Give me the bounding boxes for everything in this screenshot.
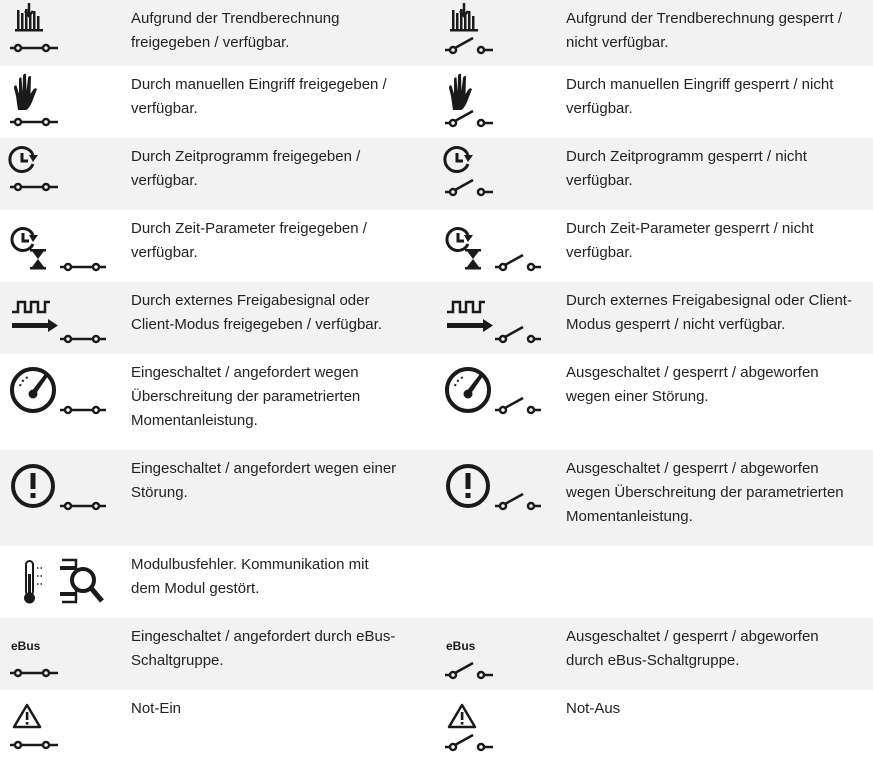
table-cell [0, 66, 435, 138]
table-cell [435, 450, 873, 546]
description-text: Ausgeschaltet / gesperrt / abgeworfen wegen einer Störung. [566, 364, 819, 405]
external-signal-icon [435, 282, 559, 354]
fault-exclamation-icon [435, 450, 559, 522]
table-cell [0, 210, 435, 282]
description-text: Ausgeschaltet / gesperrt / abgeworfen durch eBus-Schaltgruppe. [566, 628, 819, 669]
table-cell [0, 690, 435, 753]
table-cell [435, 354, 873, 450]
description-text: Eingeschaltet / angefordert wegen einer Störung. [131, 460, 397, 501]
table-row [0, 138, 873, 210]
table-row [0, 0, 873, 66]
table-cell [435, 0, 873, 66]
description-text: Not-Aus [566, 700, 621, 717]
table-cell [0, 138, 435, 210]
table-row [0, 354, 873, 450]
table-cell [435, 282, 873, 354]
manual-hand-icon [435, 66, 559, 138]
description-text: Not-Ein [131, 700, 182, 717]
description-text: Eingeschaltet / angefordert wegen Überschreitung der parametrierten Momentanleistung. [131, 364, 361, 429]
table-row [0, 66, 873, 138]
ebus-label: eBus [11, 639, 41, 653]
trend-calculation-icon [0, 0, 124, 72]
description-text: Durch manuellen Eingriff gesperrt / nicht verfügbar. [566, 76, 834, 117]
ebus-label: eBus [446, 639, 476, 653]
table-cell [0, 450, 435, 546]
time-program-icon [435, 138, 559, 210]
table-cell [435, 66, 873, 138]
table-row [0, 618, 873, 690]
table-row [0, 546, 873, 618]
table-row [0, 450, 873, 546]
table-cell [0, 0, 435, 66]
description-text: Durch externes Freigabesignal oder Client-Modus freigegeben / verfügbar. [131, 292, 382, 333]
ebus-icon [0, 618, 124, 690]
table-cell [435, 618, 873, 690]
table-cell [0, 354, 435, 450]
description-text: Durch Zeit-Parameter gesperrt / nicht verfügbar. [566, 220, 814, 261]
description-text: Durch externes Freigabesignal oder Client- Modus gesperrt / nicht verfügbar. [566, 292, 852, 333]
description-text: Eingeschaltet / angefordert durch eBus- Schaltgruppe. [131, 628, 396, 669]
warning-triangle-icon [435, 690, 559, 762]
description-text: Durch Zeit-Parameter freigegeben / verfügbar. [131, 220, 367, 261]
power-gauge-icon [0, 354, 124, 426]
description-text: Ausgeschaltet / gesperrt / abgeworfen wegen Überschreitung der parametrierten Momentanleistung. [566, 460, 844, 525]
description-text: Aufgrund der Trendberechnung freigegeben / verfügbar. [131, 10, 340, 51]
table-cell [0, 546, 435, 618]
external-signal-icon [0, 282, 124, 354]
table-cell [435, 138, 873, 210]
table-row [0, 210, 873, 282]
description-text: Modulbusfehler. Kommunikation mit dem Modul gestört. [131, 556, 369, 597]
time-program-icon [0, 138, 124, 210]
manual-hand-icon [0, 66, 124, 138]
description-text: Durch Zeitprogramm gesperrt / nicht verfügbar. [566, 148, 807, 189]
table-cell [0, 282, 435, 354]
table-row [0, 282, 873, 354]
table-row [0, 690, 873, 753]
description-text: Durch manuellen Eingriff freigegeben / verfügbar. [131, 76, 387, 117]
description-text: Durch Zeitprogramm freigegeben / verfügbar. [131, 148, 361, 189]
table-cell [435, 210, 873, 282]
warning-triangle-icon [0, 690, 124, 762]
fault-exclamation-icon [0, 450, 124, 522]
ebus-icon [435, 618, 559, 690]
module-bus-error-icon [0, 546, 124, 618]
description-text: Aufgrund der Trendberechnung gesperrt / nicht verfügbar. [566, 10, 843, 51]
power-gauge-icon [435, 354, 559, 426]
table-cell [0, 618, 435, 690]
time-parameter-icon [0, 210, 124, 282]
time-parameter-icon [435, 210, 559, 282]
trend-calculation-icon [435, 0, 559, 72]
table-cell [435, 690, 873, 753]
